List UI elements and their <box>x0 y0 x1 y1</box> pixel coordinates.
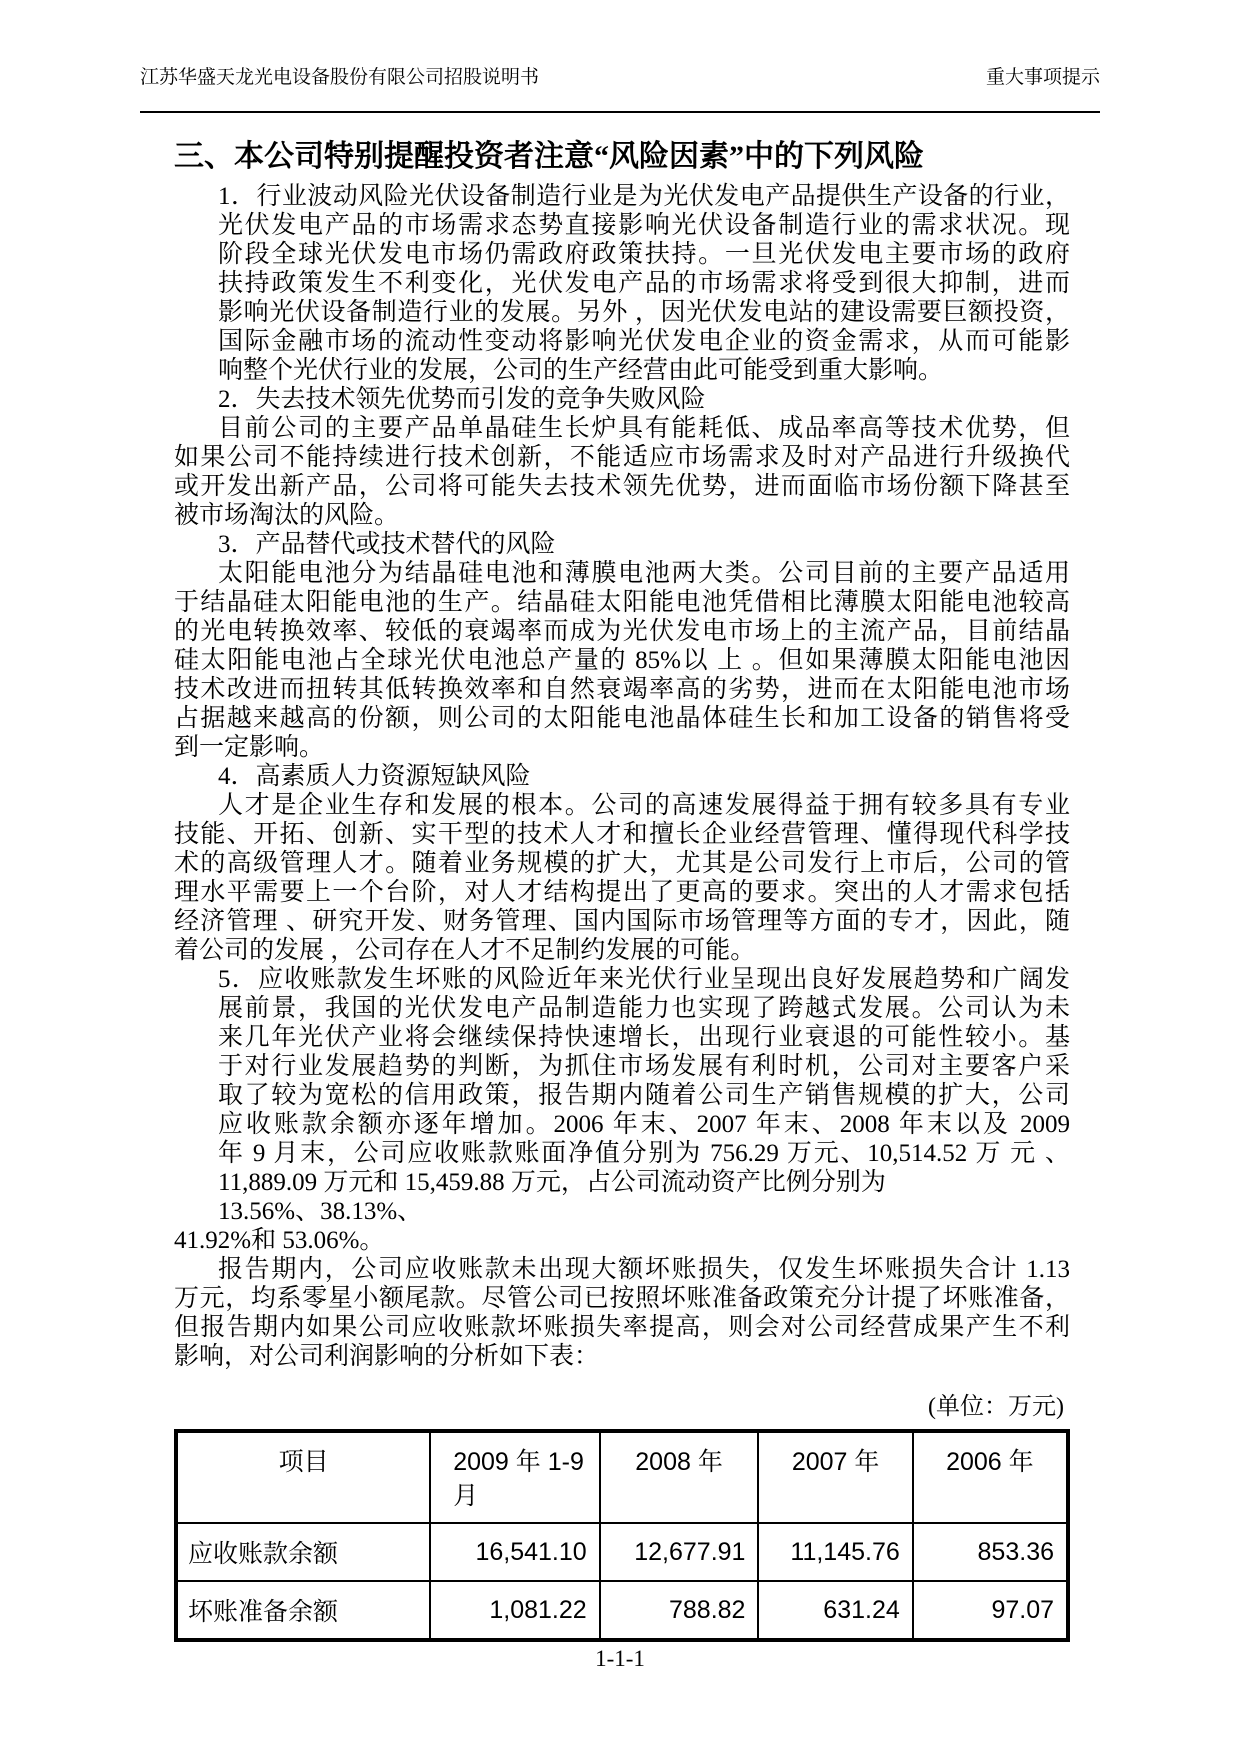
value-cell: 11,145.76 <box>758 1523 912 1581</box>
text-line: 11,889.09 万元和 15,459.88 万元，占公司流动资产比例分别为 <box>218 1169 886 1196</box>
text-line: 占据越来越高的份额，则公司的太阳能电池晶体硅生长和加工设备的销售将受 <box>174 705 1070 732</box>
paragraph <box>174 414 1070 530</box>
value-cell: 631.24 <box>758 1581 912 1640</box>
text-line: 但报告期内如果公司应收账款坏账损失率提高，则会对公司经营成果产生不利 <box>174 1314 1070 1341</box>
table-header-cell: 2008 年 <box>600 1431 759 1523</box>
text-line: 国际金融市场的流动性变动将影响光伏发电企业的资金需求，从而可能影 <box>218 328 1070 355</box>
text-line: 阶段全球光伏发电市场仍需政府政策扶持。一旦光伏发电主要市场的政府 <box>218 241 1070 268</box>
text-line: 的光电转换效率、较低的衰竭率而成为光伏发电市场上的主流产品，目前结晶 <box>174 618 1070 645</box>
text-line: 于对行业发展趋势的判断，为抓住市场发展有利时机，公司对主要客户采 <box>218 1053 1070 1080</box>
text-line: 术的高级管理人才。随着业务规模的扩大，尤其是公司发行上市后，公司的管 <box>174 850 1070 877</box>
value-cell: 788.82 <box>600 1581 759 1640</box>
paragraph <box>174 965 1070 1226</box>
text-line: 或开发出新产品，公司将可能失去技术领先优势，进而面临市场份额下降甚至 <box>174 473 1070 500</box>
row-label-cell: 应收账款余额 <box>176 1523 430 1581</box>
value-cell: 16,541.10 <box>430 1523 599 1581</box>
text-line: 人才是企业生存和发展的根本。公司的高速发展得益于拥有较多具有专业 <box>218 792 1070 819</box>
text-line: 5．应收账款发生坏账的风险近年来光伏行业呈现出良好发展趋势和广阔发 <box>218 966 1070 993</box>
paragraph <box>174 559 1070 762</box>
text-line: 理水平需要上一个台阶，对人才结构提出了更高的要求。突出的人才需求包括 <box>174 879 1070 906</box>
header-rule <box>140 111 1100 113</box>
paragraph <box>174 530 1070 559</box>
row-label-cell: 坏账准备余额 <box>176 1581 430 1640</box>
text-line: 影响光伏设备制造行业的发展。另外 ，因光伏发电站的建设需要巨额投资， <box>218 299 1070 326</box>
text-line: 经济管理 、研究开发、财务管理、国内国际市场管理等方面的专才，因此，随 <box>174 908 1070 935</box>
text-line: 技术改进而扭转其低转换效率和自然衰竭率高的劣势，进而在太阳能电池市场 <box>174 676 1070 703</box>
text-line: 技能、开拓、创新、实干型的技术人才和擅长企业经营管理、懂得现代科学技 <box>174 821 1070 848</box>
table-header-cell: 2006 年 <box>913 1431 1068 1523</box>
receivables-table-body <box>176 1523 1068 1640</box>
table-row <box>176 1581 1068 1640</box>
text-line: 展前景，我国的光伏发电产品制造能力也实现了跨越式发展。公司认为未 <box>218 995 1070 1022</box>
page-number: 1-1-1 <box>595 1646 645 1671</box>
text-line: 目前公司的主要产品单晶硅生长炉具有能耗低、成品率高等技术优势，但 <box>218 415 1070 442</box>
value-cell: 97.07 <box>913 1581 1068 1640</box>
table-header-cell: 项目 <box>176 1431 430 1523</box>
text-line: 于结晶硅太阳能电池的生产。结晶硅太阳能电池凭借相比薄膜太阳能电池较高 <box>174 589 1070 616</box>
text-line: 着公司的发展 ，公司存在人才不足制约发展的可能。 <box>174 937 756 964</box>
text-line: 13.56%、38.13%、 <box>218 1198 423 1225</box>
text-line: 1．行业波动风险光伏设备制造行业是为光伏发电产品提供生产设备的行业， <box>218 183 1070 210</box>
text-line: 年 9 月末，公司应收账款账面净值分别为 756.29 万元、10,514.52 万 元 、 <box>218 1140 1070 1167</box>
section-title: 三、本公司特别提醒投资者注意“风险因素”中的下列风险 <box>174 140 924 173</box>
paragraph <box>174 1255 1070 1371</box>
text-line: 扶持政策发生不利变化，光伏发电产品的市场需求将受到很大抑制，进而 <box>218 270 1070 297</box>
value-cell: 1,081.22 <box>430 1581 599 1640</box>
text-line: 应收账款余额亦逐年增加。2006 年末、2007 年末、2008 年末以及 2009 <box>218 1111 1070 1138</box>
text-line: 到一定影响。 <box>174 734 325 761</box>
text-line: 被市场淘汰的风险。 <box>174 502 400 529</box>
risk-paragraphs <box>174 182 1070 1371</box>
paragraph <box>174 182 1070 385</box>
text-line: 2．失去技术领先优势而引发的竞争失败风险 <box>218 386 706 413</box>
text-line: 4．高素质人力资源短缺风险 <box>218 763 531 790</box>
text-line: 报告期内，公司应收账款未出现大额坏账损失，仅发生坏账损失合计 1.13 <box>218 1256 1070 1283</box>
text-line: 41.92%和 53.06%。 <box>174 1227 385 1254</box>
text-line: 取了较为宽松的信用政策，报告期内随着公司生产销售规模的扩大，公司 <box>218 1082 1070 1109</box>
table-header-row <box>176 1431 1068 1523</box>
text-line: 3．产品替代或技术替代的风险 <box>218 531 556 558</box>
table-header-cell: 2007 年 <box>758 1431 912 1523</box>
table-unit-note: (单位：万元) <box>928 1394 1064 1420</box>
receivables-table <box>174 1429 1070 1642</box>
text-line: 硅太阳能电池占全球光伏电池总产量的 85%以 上 。但如果薄膜太阳能电池因 <box>174 647 1070 674</box>
value-cell: 853.36 <box>913 1523 1068 1581</box>
paragraph <box>174 385 1070 414</box>
receivables-table-head <box>176 1431 1068 1523</box>
header-doc-title: 江苏华盛天龙光电设备股份有限公司招股说明书 <box>140 67 540 88</box>
table-row <box>176 1523 1068 1581</box>
paragraph <box>174 791 1070 965</box>
header-section-label: 重大事项提示 <box>985 67 1100 88</box>
paragraph <box>174 762 1070 791</box>
page-header <box>140 66 1100 90</box>
table-header-cell: 2009 年 1-9 月 <box>430 1431 599 1523</box>
value-cell: 12,677.91 <box>600 1523 759 1581</box>
paragraph <box>174 1226 1070 1255</box>
text-line: 响整个光伏行业的发展，公司的生产经营由此可能受到重大影响。 <box>218 357 944 384</box>
text-line: 来几年光伏产业将会继续保持快速增长，出现行业衰退的可能性较小。基 <box>218 1024 1070 1051</box>
document-body <box>174 136 1070 1642</box>
text-line: 光伏发电产品的市场需求态势直接影响光伏设备制造行业的需求状况。现 <box>218 212 1070 239</box>
text-line: 太阳能电池分为结晶硅电池和薄膜电池两大类。公司目前的主要产品适用 <box>218 560 1070 587</box>
text-line: 万元，均系零星小额尾款。尽管公司已按照坏账准备政策充分计提了坏账准备， <box>174 1285 1070 1312</box>
text-line: 影响，对公司利润影响的分析如下表： <box>174 1343 600 1370</box>
text-line: 如果公司不能持续进行技术创新，不能适应市场需求及时对产品进行升级换代 <box>174 444 1070 471</box>
